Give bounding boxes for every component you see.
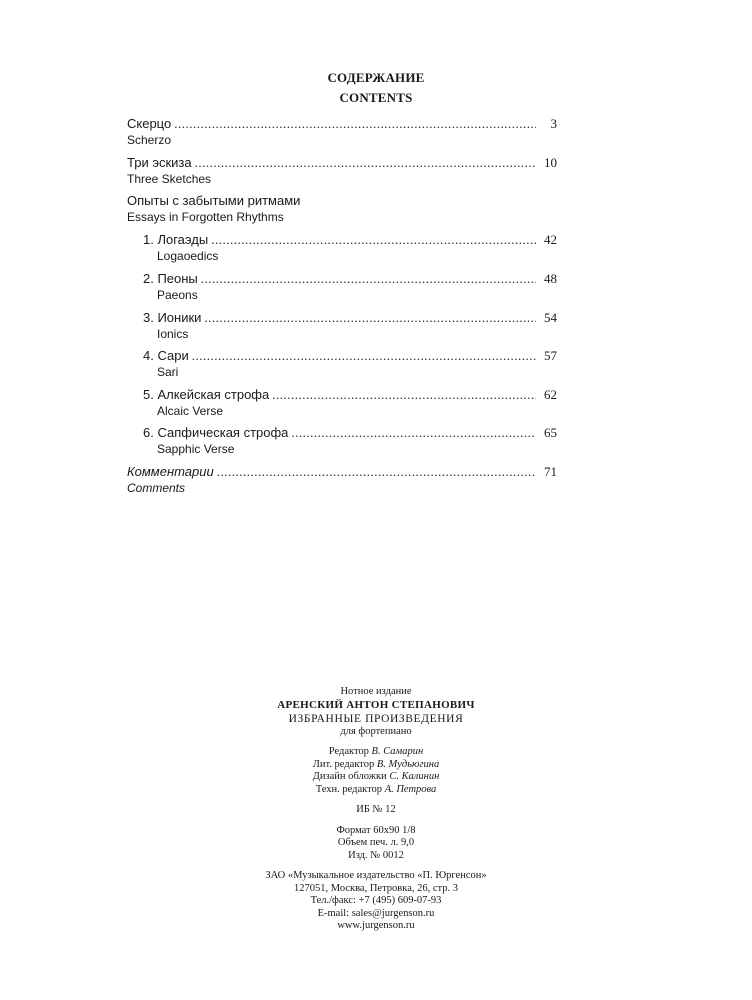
toc-entry-logaoedics[interactable] [143, 232, 557, 248]
edition-type: Нотное издание [340, 686, 412, 697]
toc-entry-title: 6. Сапфическая строфа [143, 425, 289, 440]
toc-entry-comments[interactable] [127, 464, 557, 480]
instrument: для фортепиано [340, 725, 412, 737]
phone: Тел./факс: +7 (495) 609-07-93 [310, 895, 442, 906]
toc-entry-title: Три эскиза [127, 155, 192, 170]
address: 127051, Москва, Петровка, 26, стр. 3 [294, 882, 458, 894]
toc-entry-title: 2. Пеоны [143, 271, 198, 286]
website-link[interactable]: www.jurgenson.ru [337, 920, 415, 931]
toc-entry-title: Скерцо [127, 116, 172, 131]
works-title: ИЗБРАННЫЕ ПРОИЗВЕДЕНИЯ [288, 713, 464, 725]
credit-role: Редактор [328, 746, 369, 757]
toc-page-number: 48 [544, 271, 557, 286]
leader-dots [211, 232, 536, 248]
leader-dots [204, 310, 536, 326]
credit-role: Лит. редактор [312, 758, 375, 770]
toc-page-number: 54 [544, 310, 557, 325]
toc-entry-paeons[interactable] [143, 271, 557, 287]
leader-dots [217, 464, 536, 480]
toc-entry-english: Ionics [157, 327, 189, 341]
izd-number: Изд. № 0012 [348, 849, 404, 861]
credit-name: В. Самарин [371, 746, 424, 757]
toc-entry-english: Sari [157, 365, 179, 379]
leader-dots [174, 116, 536, 132]
credit-name: А. Петрова [384, 783, 437, 795]
toc-entry-alcaic-verse[interactable] [143, 387, 557, 403]
credit-tech-editor [0, 784, 752, 797]
toc-entry-three-sketches[interactable] [127, 155, 557, 171]
credit-name: С. Калинин [389, 771, 440, 782]
colophon [0, 686, 752, 939]
toc-entry-sari[interactable] [143, 348, 557, 364]
toc-entry-title: 5. Алкейская строфа [143, 387, 270, 402]
toc-entry-ionics[interactable] [143, 310, 557, 326]
toc-entry-english: Paeons [157, 288, 198, 302]
toc-entry-title: 4. Сари [143, 348, 189, 363]
credit-role: Техн. редактор [315, 783, 383, 795]
toc-entry-title: 3. Ионики [143, 310, 202, 325]
toc-page-number: 71 [544, 464, 557, 479]
toc-group-heading: Опыты с забытыми ритмами [127, 193, 301, 208]
credit-name: В. Мудьюгина [376, 758, 440, 770]
volume: Объем печ. л. 9,0 [337, 837, 415, 848]
toc-page-number: 57 [544, 348, 557, 363]
toc-entry-scherzo[interactable] [127, 116, 557, 132]
toc-group-heading-english: Essays in Forgotten Rhythms [127, 210, 284, 224]
email[interactable]: E-mail: sales@jurgenson.ru [317, 907, 435, 919]
credit-lit-editor [0, 759, 752, 772]
toc-entry-english: Alcaic Verse [157, 404, 224, 418]
leader-dots [192, 348, 536, 364]
toc-entry-english: Logaoedics [157, 249, 219, 263]
toc-page-number: 65 [544, 425, 557, 440]
ib-number: ИБ № 12 [356, 804, 396, 815]
leader-dots [201, 271, 536, 287]
leader-dots [195, 155, 536, 171]
leader-dots [291, 425, 536, 441]
toc-page-number: 10 [544, 155, 557, 170]
toc-page-number: 62 [544, 387, 557, 402]
leader-dots [272, 387, 536, 403]
toc-entry-english: Three Sketches [127, 172, 212, 186]
credit-cover-design [0, 771, 752, 784]
format: Формат 60х90 1/8 [336, 824, 416, 836]
toc-entry-english: Comments [127, 481, 186, 495]
toc-page-number: 42 [544, 232, 557, 247]
toc-page-number: 3 [550, 116, 557, 131]
toc-entry-english: Scherzo [127, 133, 172, 147]
author-name: АРЕНСКИЙ АНТОН СТЕПАНОВИЧ [277, 698, 475, 711]
credit-role: Дизайн обложки [312, 771, 387, 782]
publisher: ЗАО «Музыкальное издательство «П. Юргенсон» [265, 870, 487, 881]
toc-entry-english: Sapphic Verse [157, 442, 235, 456]
toc-heading-ru: СОДЕРЖАНИЕ [327, 70, 425, 85]
toc-entry-title: Комментарии [127, 464, 214, 479]
credit-editor [0, 746, 752, 759]
toc-entry-title: 1. Логаэды [143, 232, 209, 247]
toc-heading-en: CONTENTS [339, 90, 413, 105]
toc-entry-sapphic-verse[interactable] [143, 425, 557, 441]
